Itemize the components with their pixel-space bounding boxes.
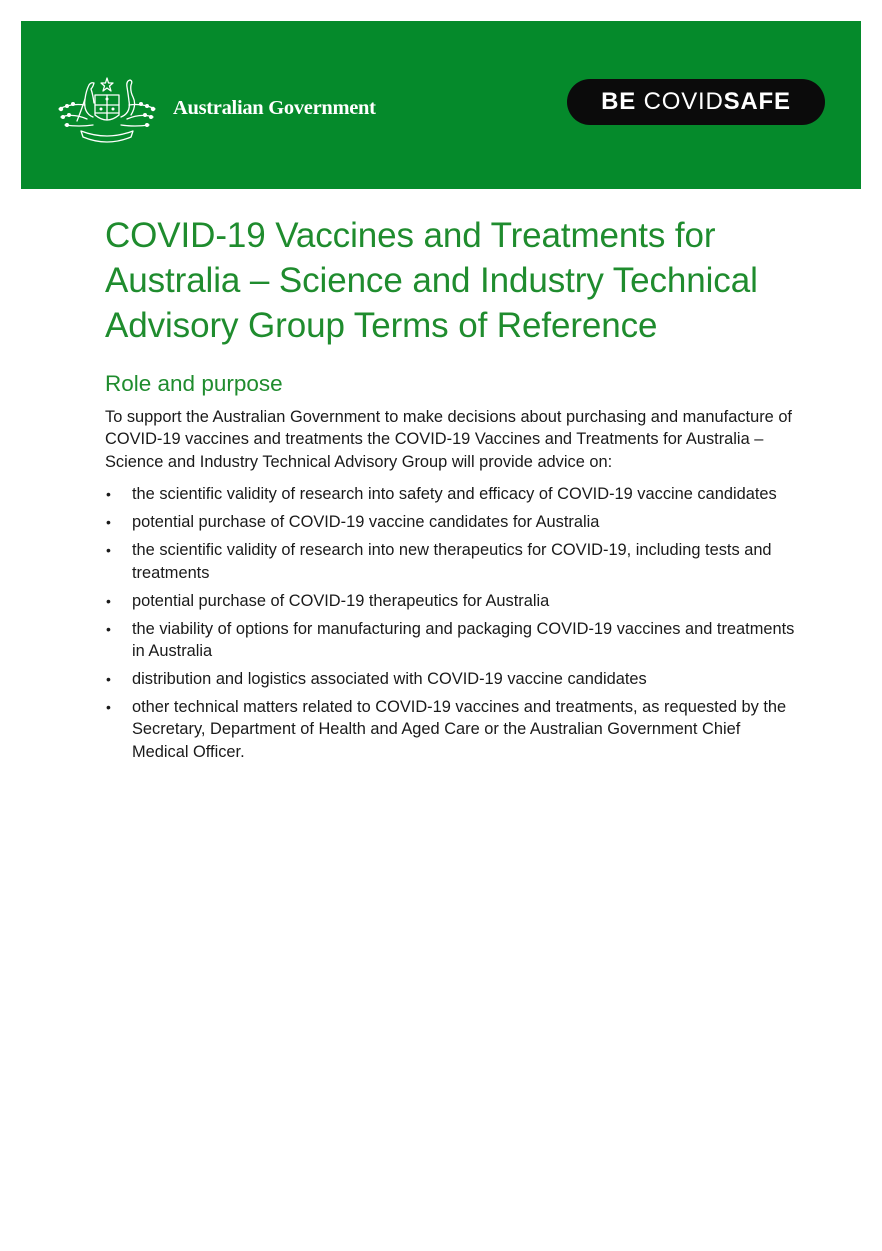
list-item: [105, 539, 795, 584]
bullet-icon: •: [106, 620, 111, 637]
be-covidsafe-badge: [567, 79, 825, 125]
list-item: [105, 668, 795, 690]
bullet-icon: •: [106, 592, 111, 609]
badge-word-covid: COVID: [643, 88, 724, 115]
document-title: [105, 213, 795, 348]
document-body: [105, 213, 795, 769]
header-banner: [21, 21, 861, 189]
list-item: [105, 618, 795, 663]
section-heading: Role and purpose: [105, 371, 283, 396]
advice-list: [105, 483, 795, 763]
government-name: Australian Government: [173, 97, 376, 119]
bullet-icon: •: [106, 486, 111, 503]
intro-paragraph: To support the Australian Government to make decisions about purchasing and manufacture of COVID-19 vaccines and treatments the COVID-19 Vaccines and Treatments for Australia – Science and Industry Technical Advisory Group will provide advice on:: [105, 408, 792, 471]
list-item-text: potential purchase of COVID-19 vaccine candidates for Australia: [132, 513, 600, 532]
bullet-icon: •: [106, 514, 111, 531]
list-item-text: distribution and logistics associated with COVID-19 vaccine candidates: [132, 670, 647, 689]
list-item-text: the scientific validity of research into new therapeutics for COVID-19, including tests and treatments: [132, 541, 772, 582]
title-line: Australia – Science and Industry Technical: [105, 261, 758, 300]
title-line: Advisory Group Terms of Reference: [105, 306, 658, 345]
list-item-text: the viability of options for manufacturing and packaging COVID-19 vaccines and treatments in Australia: [132, 619, 795, 661]
list-item-text: other technical matters related to COVID-19 vaccines and treatments, as requested by the Secretary, Department of Health and Aged Care or the Australian Government Chief Medical Officer.: [132, 698, 787, 761]
list-item-text: the scientific validity of research into safety and efficacy of COVID-19 vaccine candidates: [132, 485, 777, 504]
list-item: [105, 696, 795, 763]
bullet-icon: •: [106, 699, 111, 716]
list-item-text: potential purchase of COVID-19 therapeutics for Australia: [132, 591, 550, 610]
coat-of-arms-icon: [51, 69, 163, 149]
badge-word-safe: SAFE: [723, 88, 791, 115]
list-item: [105, 590, 795, 612]
title-line: COVID-19 Vaccines and Treatments for: [105, 216, 716, 255]
badge-word-be: BE: [601, 88, 637, 115]
list-item: [105, 483, 795, 505]
bullet-icon: •: [106, 542, 111, 559]
bullet-icon: •: [106, 671, 111, 688]
list-item: [105, 511, 795, 533]
